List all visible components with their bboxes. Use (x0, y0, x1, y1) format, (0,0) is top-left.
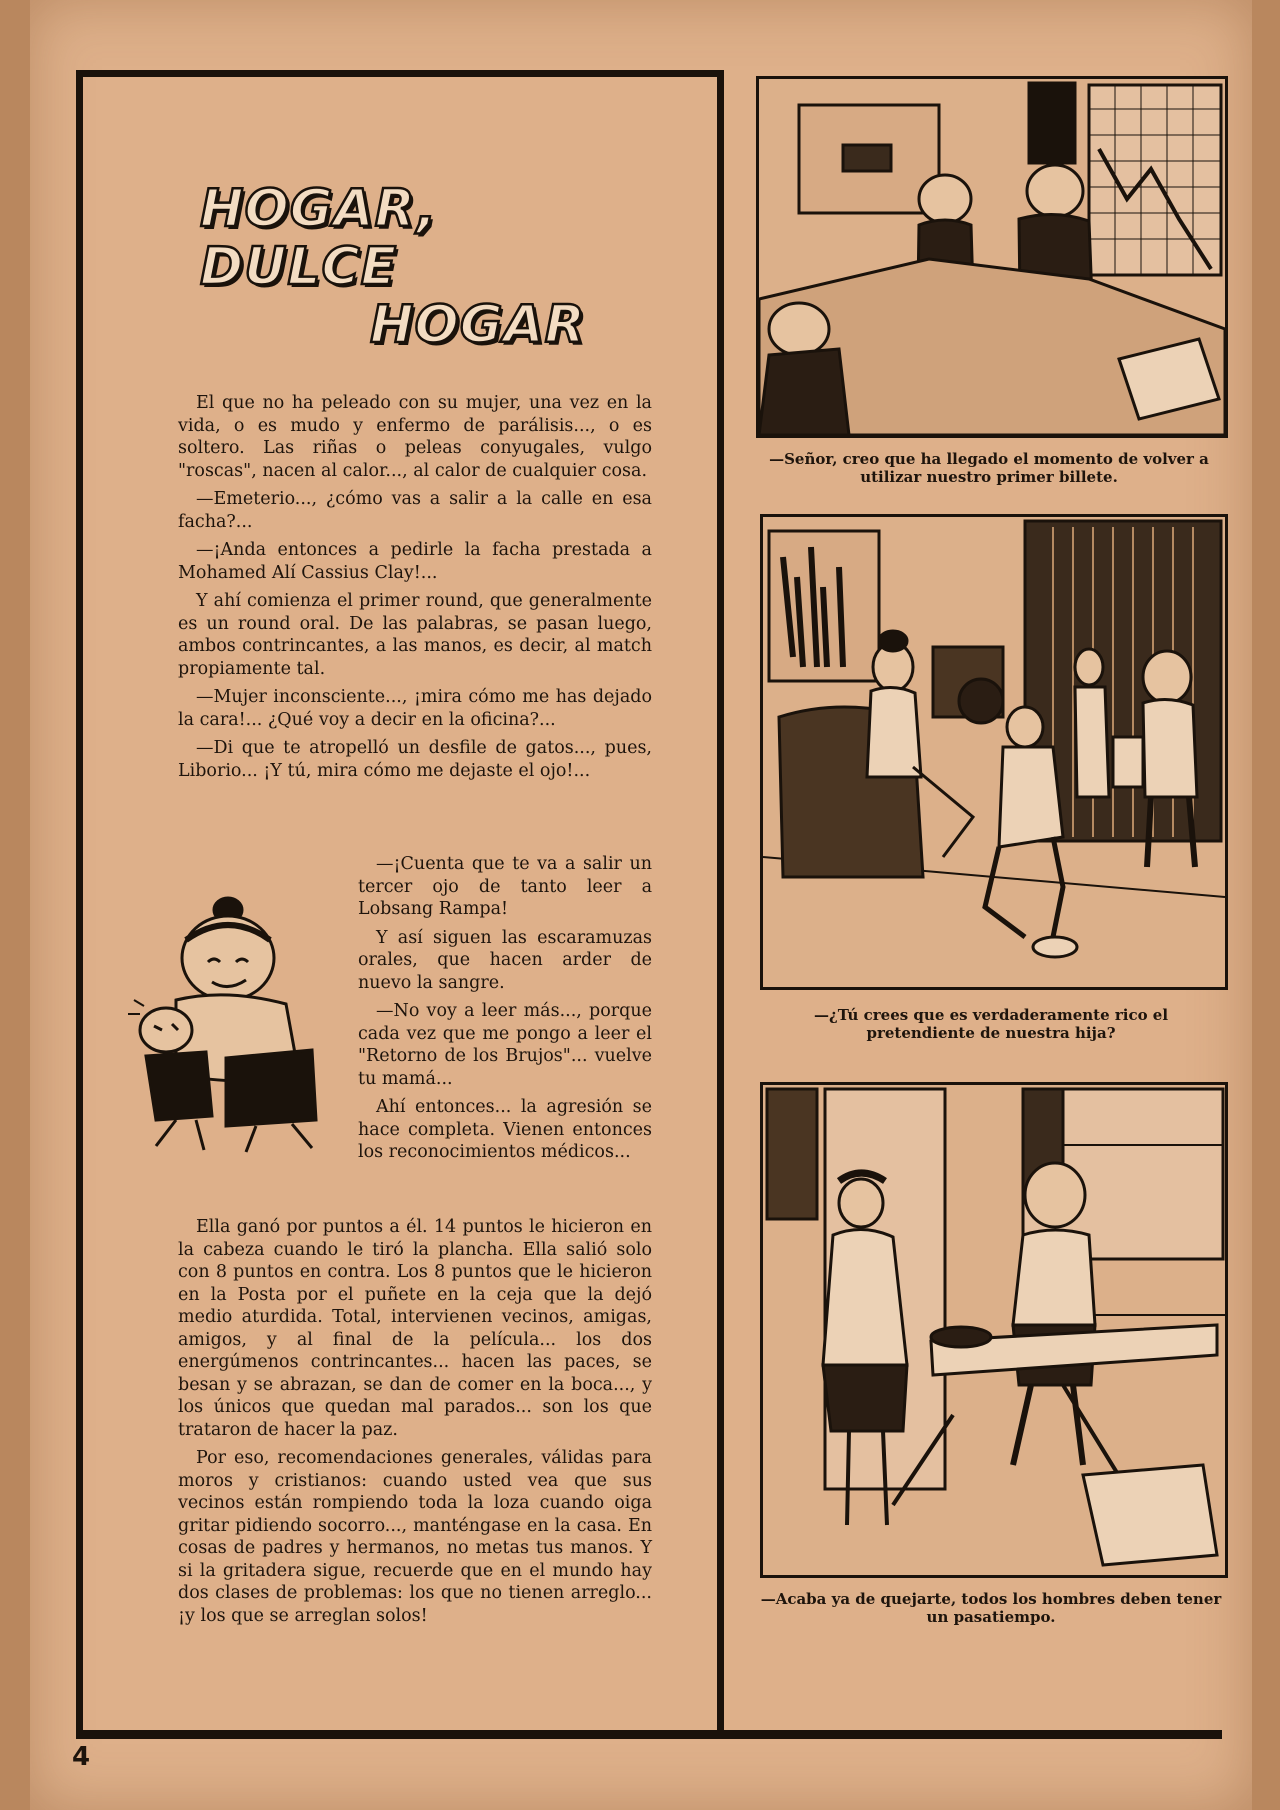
paragraph: —Di que te atropelló un desfile de gatos..., pues, Liborio... ¡Y tú, mira cómo me dejaste el ojo!... (178, 738, 652, 781)
paragraph: Ella ganó por puntos a él. 14 puntos le hicieron en la cabeza cuando le tiró la plancha. Ella salió solo con 8 puntos en contra. Los 8 puntos que le hicieron en la Posta por el puñete en la ceja que la dejó medio aturdida. Total, intervienen vecinos, amigas, amigos, y al final de la película... los dos energúmenos contrincantes... hacen las paces, se besan y se abrazan, se dan de comer en la boca..., y los únicos que quedan mal parados... son los que trataron de hacer la paz. (178, 1217, 652, 1440)
paragraph: —Mujer inconsciente..., ¡mira cómo me has dejado la cara!... ¿Qué voy a decir en la oficina?... (178, 687, 652, 730)
paragraph: Por eso, recomendaciones generales, válidas para moros y cristianos: cuando usted vea que sus vecinos están rompiendo toda la loza cuando oiga gritar pidiendo socorro..., manténgase en la casa. En cosas de padres y hermanos, no metas tus manos. Y si la gritadera sigue, recuerde que en el mundo hay dos clases de problemas: los que no tienen arreglo... ¡y los que se arreglan solos! (178, 1448, 652, 1626)
paragraph: Y ahí comienza el primer round, que generalmente es un round oral. De las palabras, se pasan luego, ambos contrincantes, a las manos, es decir, al match propiamente tal. (178, 591, 652, 679)
title-line-1: HOGAR, DULCE (200, 179, 438, 297)
cartoon-ironing (760, 1082, 1228, 1578)
article-top-text (178, 392, 652, 788)
cartoon-living-room (760, 514, 1228, 990)
paragraph: —¡Cuenta que te va a salir un tercer ojo de tanto leer a Lobsang Rampa! (358, 854, 652, 919)
paragraph: Ahí entonces... la agresión se hace completa. Vienen entonces los reconocimientos médicos... (358, 1097, 652, 1162)
article-bottom-text (178, 1216, 652, 1633)
bottom-rule (76, 1730, 1222, 1739)
couple-illustration (116, 880, 336, 1160)
paragraph: El que no ha peleado con su mujer, una vez en la vida, o es mudo y enfermo de parálisis..., o es soltero. Las riñas o peleas conyugales, vulgo "roscas", nacen al calor..., al calor de cualquier cosa. (178, 393, 652, 481)
title-line-2: HOGAR (370, 295, 586, 355)
paragraph: —¡Anda entonces a pedirle la facha prestada a Mohamed Alí Cassius Clay!... (178, 540, 652, 583)
page-number: 4 (72, 1742, 91, 1772)
cartoon-3-caption: —Acaba ya de quejarte, todos los hombres deben tener un pasatiempo. (760, 1590, 1222, 1626)
article-title (200, 180, 620, 354)
cartoon-boardroom (756, 76, 1228, 438)
cartoon-2-caption: —¿Tú crees que es verdaderamente rico el pretendiente de nuestra hija? (813, 1006, 1169, 1042)
paragraph: —No voy a leer más..., porque cada vez que me pongo a leer el "Retorno de los Brujos"... vuelve tu mamá... (358, 1001, 652, 1089)
cartoon-1-caption: —Señor, creo que ha llegado el momento de volver a utilizar nuestro primer billete. (769, 450, 1209, 486)
article-narrow-text (358, 853, 652, 1170)
paragraph: —Emeterio..., ¿cómo vas a salir a la calle en esa facha?... (178, 489, 652, 532)
paragraph: Y así siguen las escaramuzas orales, que hacen arder de nuevo la sangre. (358, 927, 652, 993)
